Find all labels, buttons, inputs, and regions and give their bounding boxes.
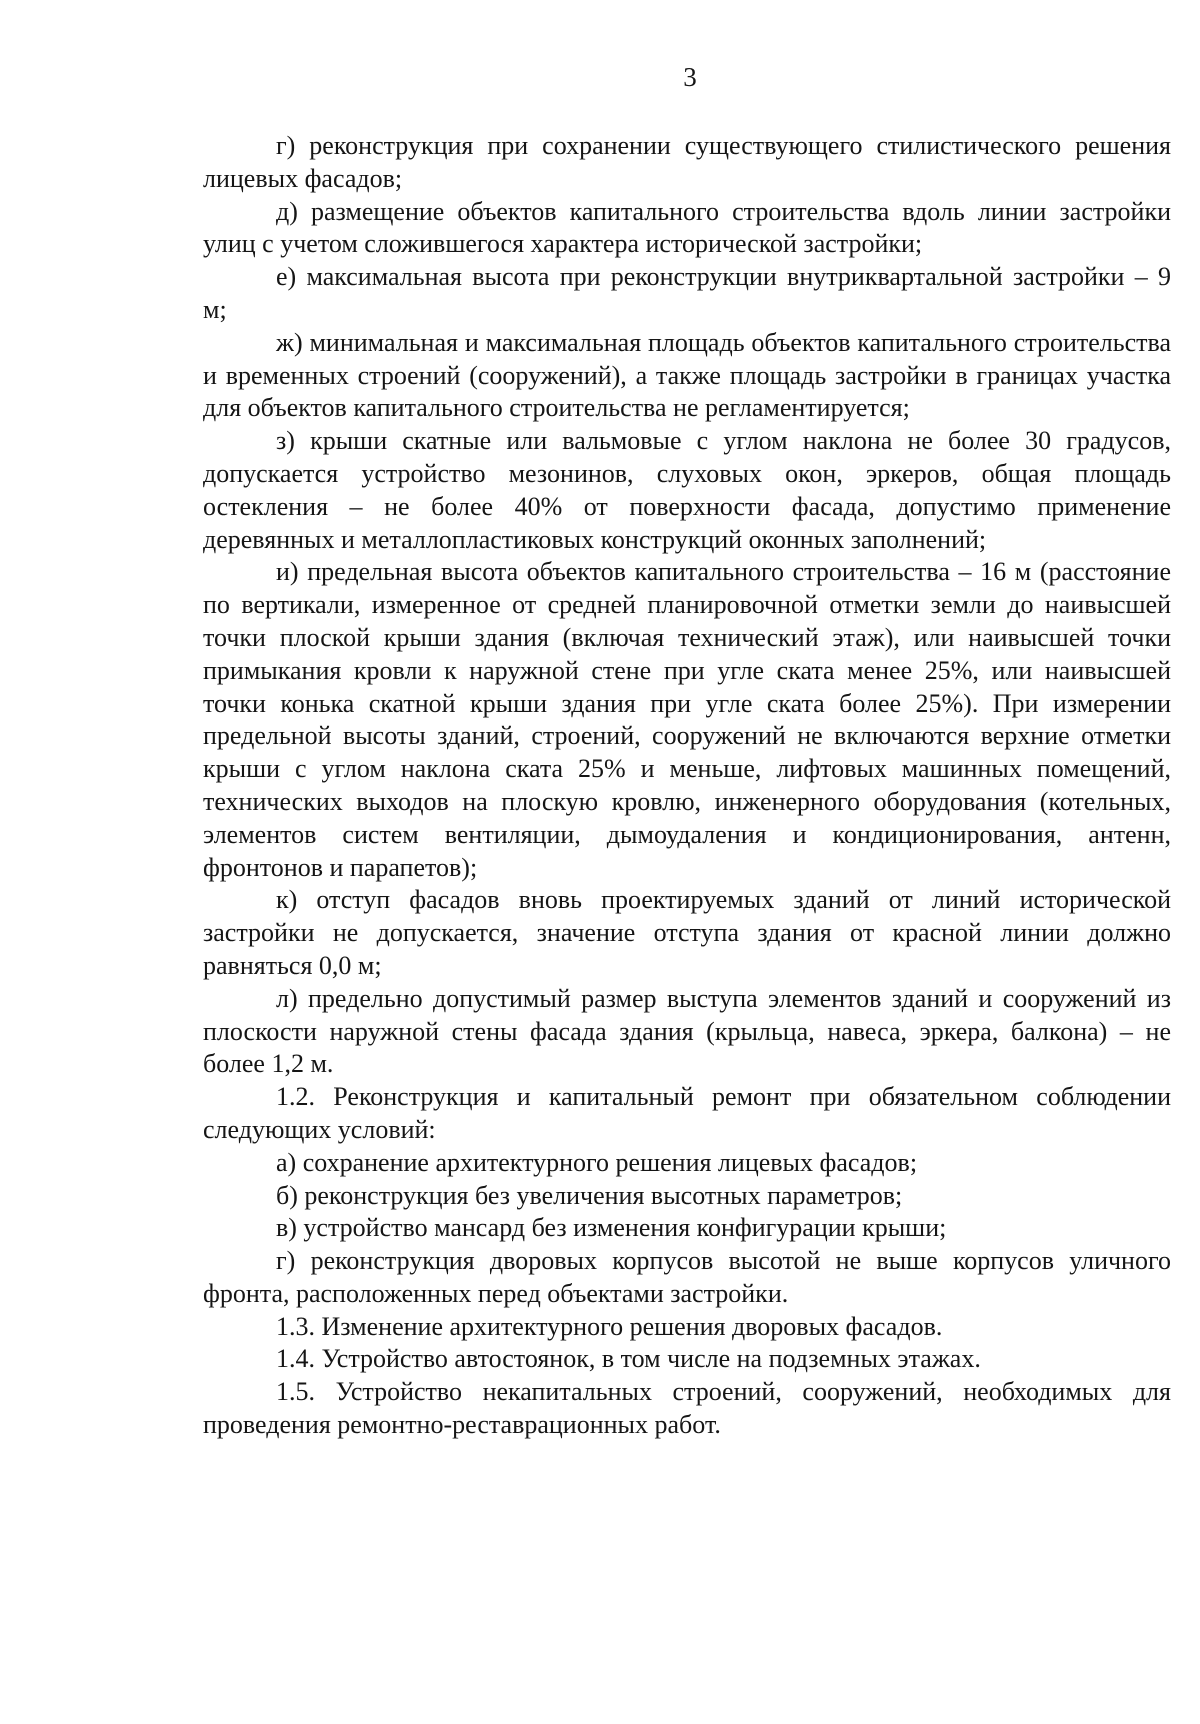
paragraph-k-setback: к) отступ фасадов вновь проектируемых зданий от линий исторической застройки не допускается, значение отступа здания от красной линии должно равняться 0,0 м; (203, 885, 1171, 980)
paragraph-g-facades: г) реконструкция при сохранении существующего стилистического решения лицевых фасадов; (203, 131, 1171, 193)
paragraph-a-preservation: а) сохранение архитектурного решения лицевых фасадов; (276, 1147, 918, 1177)
paragraph-d-placement: д) размещение объектов капитального строительства вдоль линии застройки улиц с учетом сложившегося характера исторической застройки; (203, 196, 1171, 259)
paragraph-1-3-courtyard-facades: 1.3. Изменение архитектурного решения дворовых фасадов. (276, 1311, 943, 1341)
paragraph-1-5-temporary-structures: 1.5. Устройство некапитальных строений, сооружений, необходимых для проведения ремонтно-реставрационных работ. (203, 1377, 1171, 1440)
paragraph-g-courtyard: г) реконструкция дворовых корпусов высотой не выше корпусов уличного фронта, расположенных перед объектами застройки. (203, 1246, 1171, 1308)
paragraph-1-4-parking: 1.4. Устройство автостоянок, в том числе на подземных этажах. (276, 1344, 981, 1374)
document-body (203, 130, 1171, 1442)
paragraph-z-roofs: з) крыши скатные или вальмовые с углом наклона не более 30 градусов, допускается устройство мезонинов, слуховых окон, эркеров, общая площадь остекления – не более 40% от поверхности фасада, допустимо применение деревянных и металлопластиковых конструкций оконных заполнений; (203, 426, 1171, 554)
paragraph-v-mansards: в) устройство мансард без изменения конфигурации крыши; (276, 1213, 947, 1243)
paragraph-b-no-height-increase: б) реконструкция без увеличения высотных параметров; (276, 1180, 903, 1210)
paragraph-i-height-limit: и) предельная высота объектов капитального строительства – 16 м (расстояние по вертикали, измеренное от средней планировочной отметки земли до наивысшей точки плоской крыши здания (включая технический этаж), или наивысшей точки примыкания кровли к наружной стене при угле ската менее 25%, или наивысшей точки конька скатной крыши здания при угле ската более 25%). При измерении предельной высоты зданий, строений, сооружений не включаются верхние отметки крыши с углом наклона ската 25% и меньше, лифтовых машинных помещений, технических выходов на плоскую кровлю, инженерного оборудования (котельных, элементов систем вентиляции, дымоудаления и кондиционирования, антенн, фронтонов и парапетов); (203, 557, 1171, 882)
paragraph-e-max-height: е) максимальная высота при реконструкции внутриквартальной застройки – 9 м; (203, 262, 1171, 324)
page-number: 3 (683, 62, 697, 92)
paragraph-l-projection: л) предельно допустимый размер выступа элементов зданий и сооружений из плоскости наружной стены фасада здания (крыльца, навеса, эркера, балкона) – не более 1,2 м. (203, 983, 1171, 1079)
paragraph-zh-area: ж) минимальная и максимальная площадь объектов капитального строительства и временных строений (сооружений), а также площадь застройки в границах участка для объектов капитального строительства не регламентируется; (203, 327, 1171, 423)
paragraph-1-2-reconstruction: 1.2. Реконструкция и капитальный ремонт при обязательном соблюдении следующих условий: (203, 1082, 1171, 1144)
